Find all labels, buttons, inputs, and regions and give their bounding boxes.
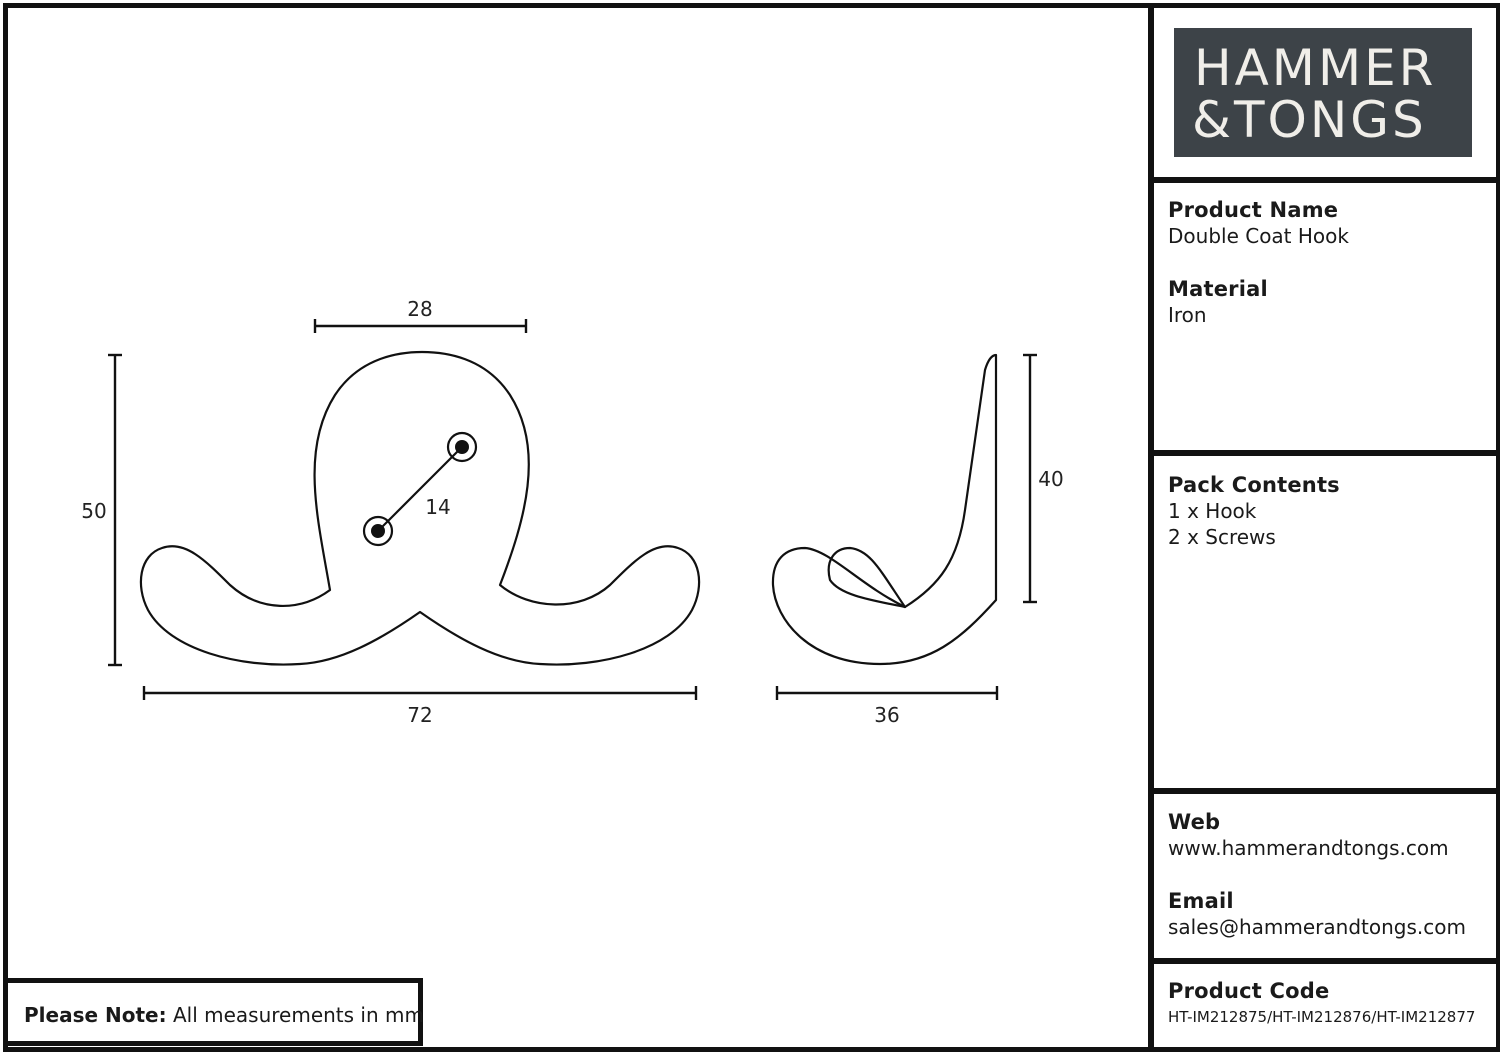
pack-item: 1 x Hook [1168,499,1257,523]
dim-depth: 36 [874,703,900,727]
hook-side-inner-curve [829,548,905,607]
product-name-label: Product Name [1168,198,1339,222]
dimension-lines [108,319,1037,700]
hook-side-view [773,355,996,664]
dim-total-width: 72 [407,703,433,727]
product-name-value: Double Coat Hook [1168,224,1349,248]
email-link[interactable]: sales@hammerandtongs.com [1168,915,1466,939]
product-info-section [1154,197,1500,328]
product-code-section [1154,978,1500,1030]
dim-top-width: 28 [407,297,433,321]
web-label: Web [1168,810,1221,834]
pack-contents-label: Pack Contents [1168,473,1340,497]
dim-side-height: 40 [1038,467,1064,491]
web-link[interactable]: www.hammerandtongs.com [1168,836,1449,860]
logo-line-2: &TONGS [1192,91,1427,149]
pack-contents-section [1154,472,1500,550]
note-label: Please Note: [24,1003,167,1027]
hammer-and-tongs-logo [1174,28,1472,157]
email-label: Email [1168,889,1234,913]
screw-holes [364,433,476,545]
info-sidebar [1148,3,1500,1051]
product-code-label: Product Code [1168,979,1330,1003]
contact-section [1154,809,1500,940]
measurements-note [3,978,423,1046]
material-label: Material [1168,277,1268,301]
dim-height-front: 50 [81,499,107,523]
pack-item: 2 x Screws [1168,525,1276,549]
material-value: Iron [1168,303,1207,327]
dim-screw-spacing: 14 [425,495,451,519]
note-text: All measurements in mm [172,1003,424,1027]
logo-line-1: HAMMER [1194,39,1437,97]
hook-front-view [141,352,699,665]
product-code-value: HT-IM212875/HT-IM212876/HT-IM212877 [1168,1008,1476,1026]
